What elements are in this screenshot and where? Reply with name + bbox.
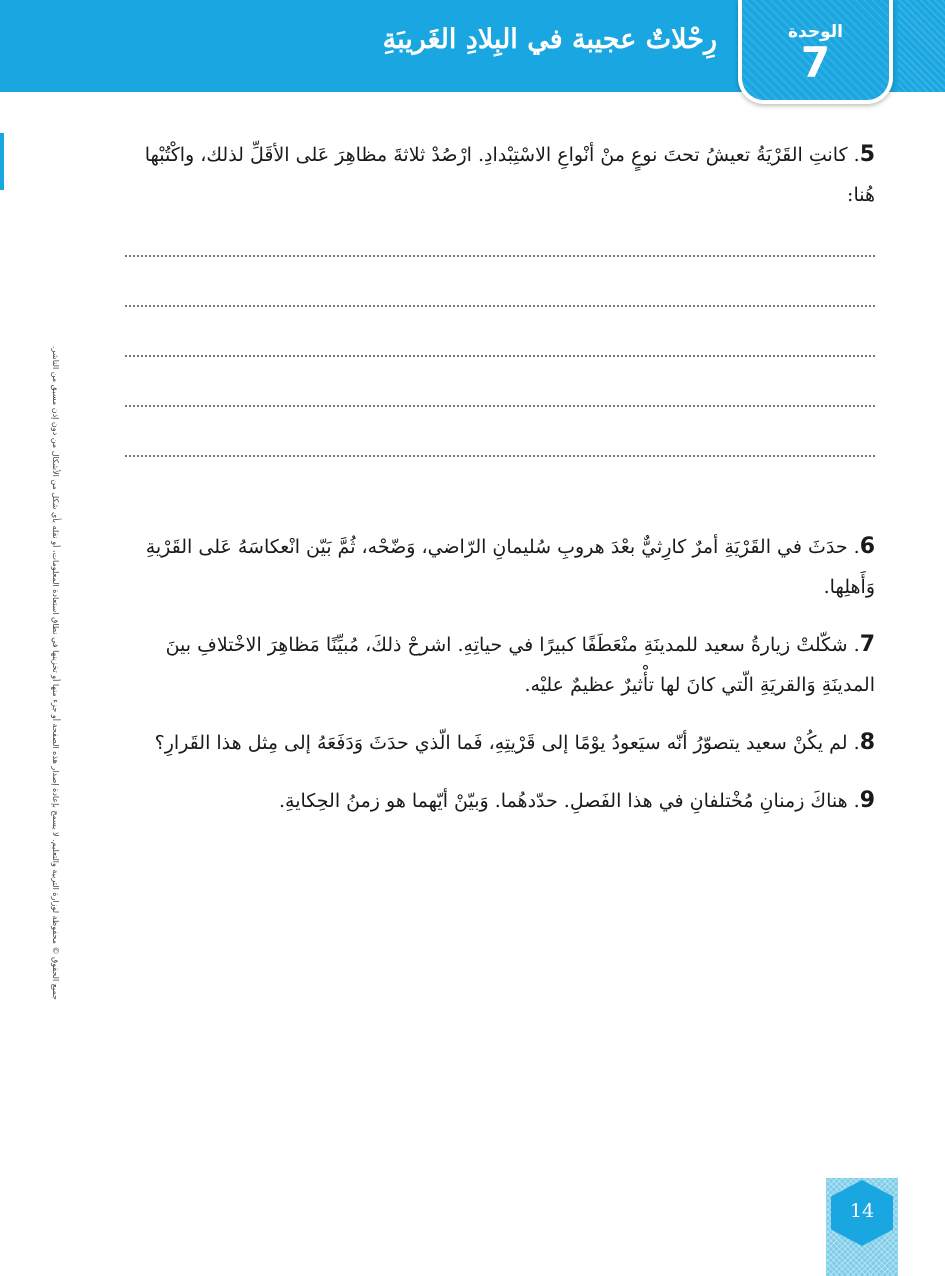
question-6 xyxy=(125,527,875,607)
unit-label: الوحدة xyxy=(788,22,843,42)
copyright-note: جميع الحقوق © محفوظة لوزارة التربية والتعليم. لا يسمح بإعادة إصدار هذه الصفحة أو جزء منها أو تخزينها في نطاق استعادة المعلومات، أو نقله بأي شكل من الأشكال من دون إذن مسبق من الناشر. xyxy=(51,346,60,1000)
questions-area xyxy=(125,135,875,839)
question-text: . هناكَ زمنانِ مُخْتلفانِ في هذا الفَصلِ. حدّدهُما. وَبيّنْ أيّهما هو زمنُ الحِكايةِ. xyxy=(279,790,860,812)
question-8 xyxy=(125,723,875,763)
answer-line[interactable] xyxy=(125,305,875,307)
question-text: . لم يكُنْ سعيد يتصوّرُ أنّه سيَعودُ يوْمًا إلى قَرْيتِهِ، فَما الّذي حدَثَ وَدَفَعَهُ إلى مِثل هذا القَرارِ؟ xyxy=(154,732,860,754)
unit-number: 7 xyxy=(800,38,831,87)
answer-line[interactable] xyxy=(125,405,875,407)
left-accent-bar xyxy=(0,133,4,190)
unit-tab xyxy=(738,0,893,104)
page-number: 14 xyxy=(849,1200,875,1222)
question-text: . حدَثَ في القَرْيَةِ أمرٌ كارِثيٌّ بعْدَ هروبِ سُليمانِ الرّاضي، وَضّحْه، ثُمَّ بَيّن انْعكاسَهُ عَلى القَرْيةِ وَأَهلِها. xyxy=(145,536,875,598)
question-number: 8 xyxy=(859,730,875,755)
question-number: 7 xyxy=(859,632,875,657)
header-corner-pattern xyxy=(898,0,945,92)
question-7 xyxy=(125,625,875,705)
answer-lines xyxy=(125,255,875,457)
question-number: 5 xyxy=(859,142,875,167)
answer-line[interactable] xyxy=(125,355,875,357)
page-title: رِحْلاتٌ عجيبة في البِلادِ الغَريبَةِ xyxy=(382,24,717,55)
question-number: 9 xyxy=(859,788,875,813)
question-text: . شكّلتْ زيارةُ سعيد للمدينَةِ منْعَطَفًا كبيرًا في حياتِهِ. اشرحْ ذلكَ، مُبيِّنًا مَظاهِرَ الاخْتلافِ بينَ المدينَةِ وَالقريَةِ الّتي كانَ لها تأْثيرٌ عظيمٌ عليْه. xyxy=(165,634,875,696)
question-5 xyxy=(125,135,875,457)
answer-line[interactable] xyxy=(125,255,875,257)
question-text: . كانتِ القَرْيَةُ تعيشُ تحتَ نوعٍ منْ أنْواعِ الاسْتِبْدادِ. ارْصُدْ ثلاثةَ مظاهِرَ عَلى الأقَلِّ لذلك، واكْتُبْها هُنا: xyxy=(144,144,875,206)
question-number: 6 xyxy=(859,534,875,559)
answer-line[interactable] xyxy=(125,455,875,457)
question-9 xyxy=(125,781,875,821)
